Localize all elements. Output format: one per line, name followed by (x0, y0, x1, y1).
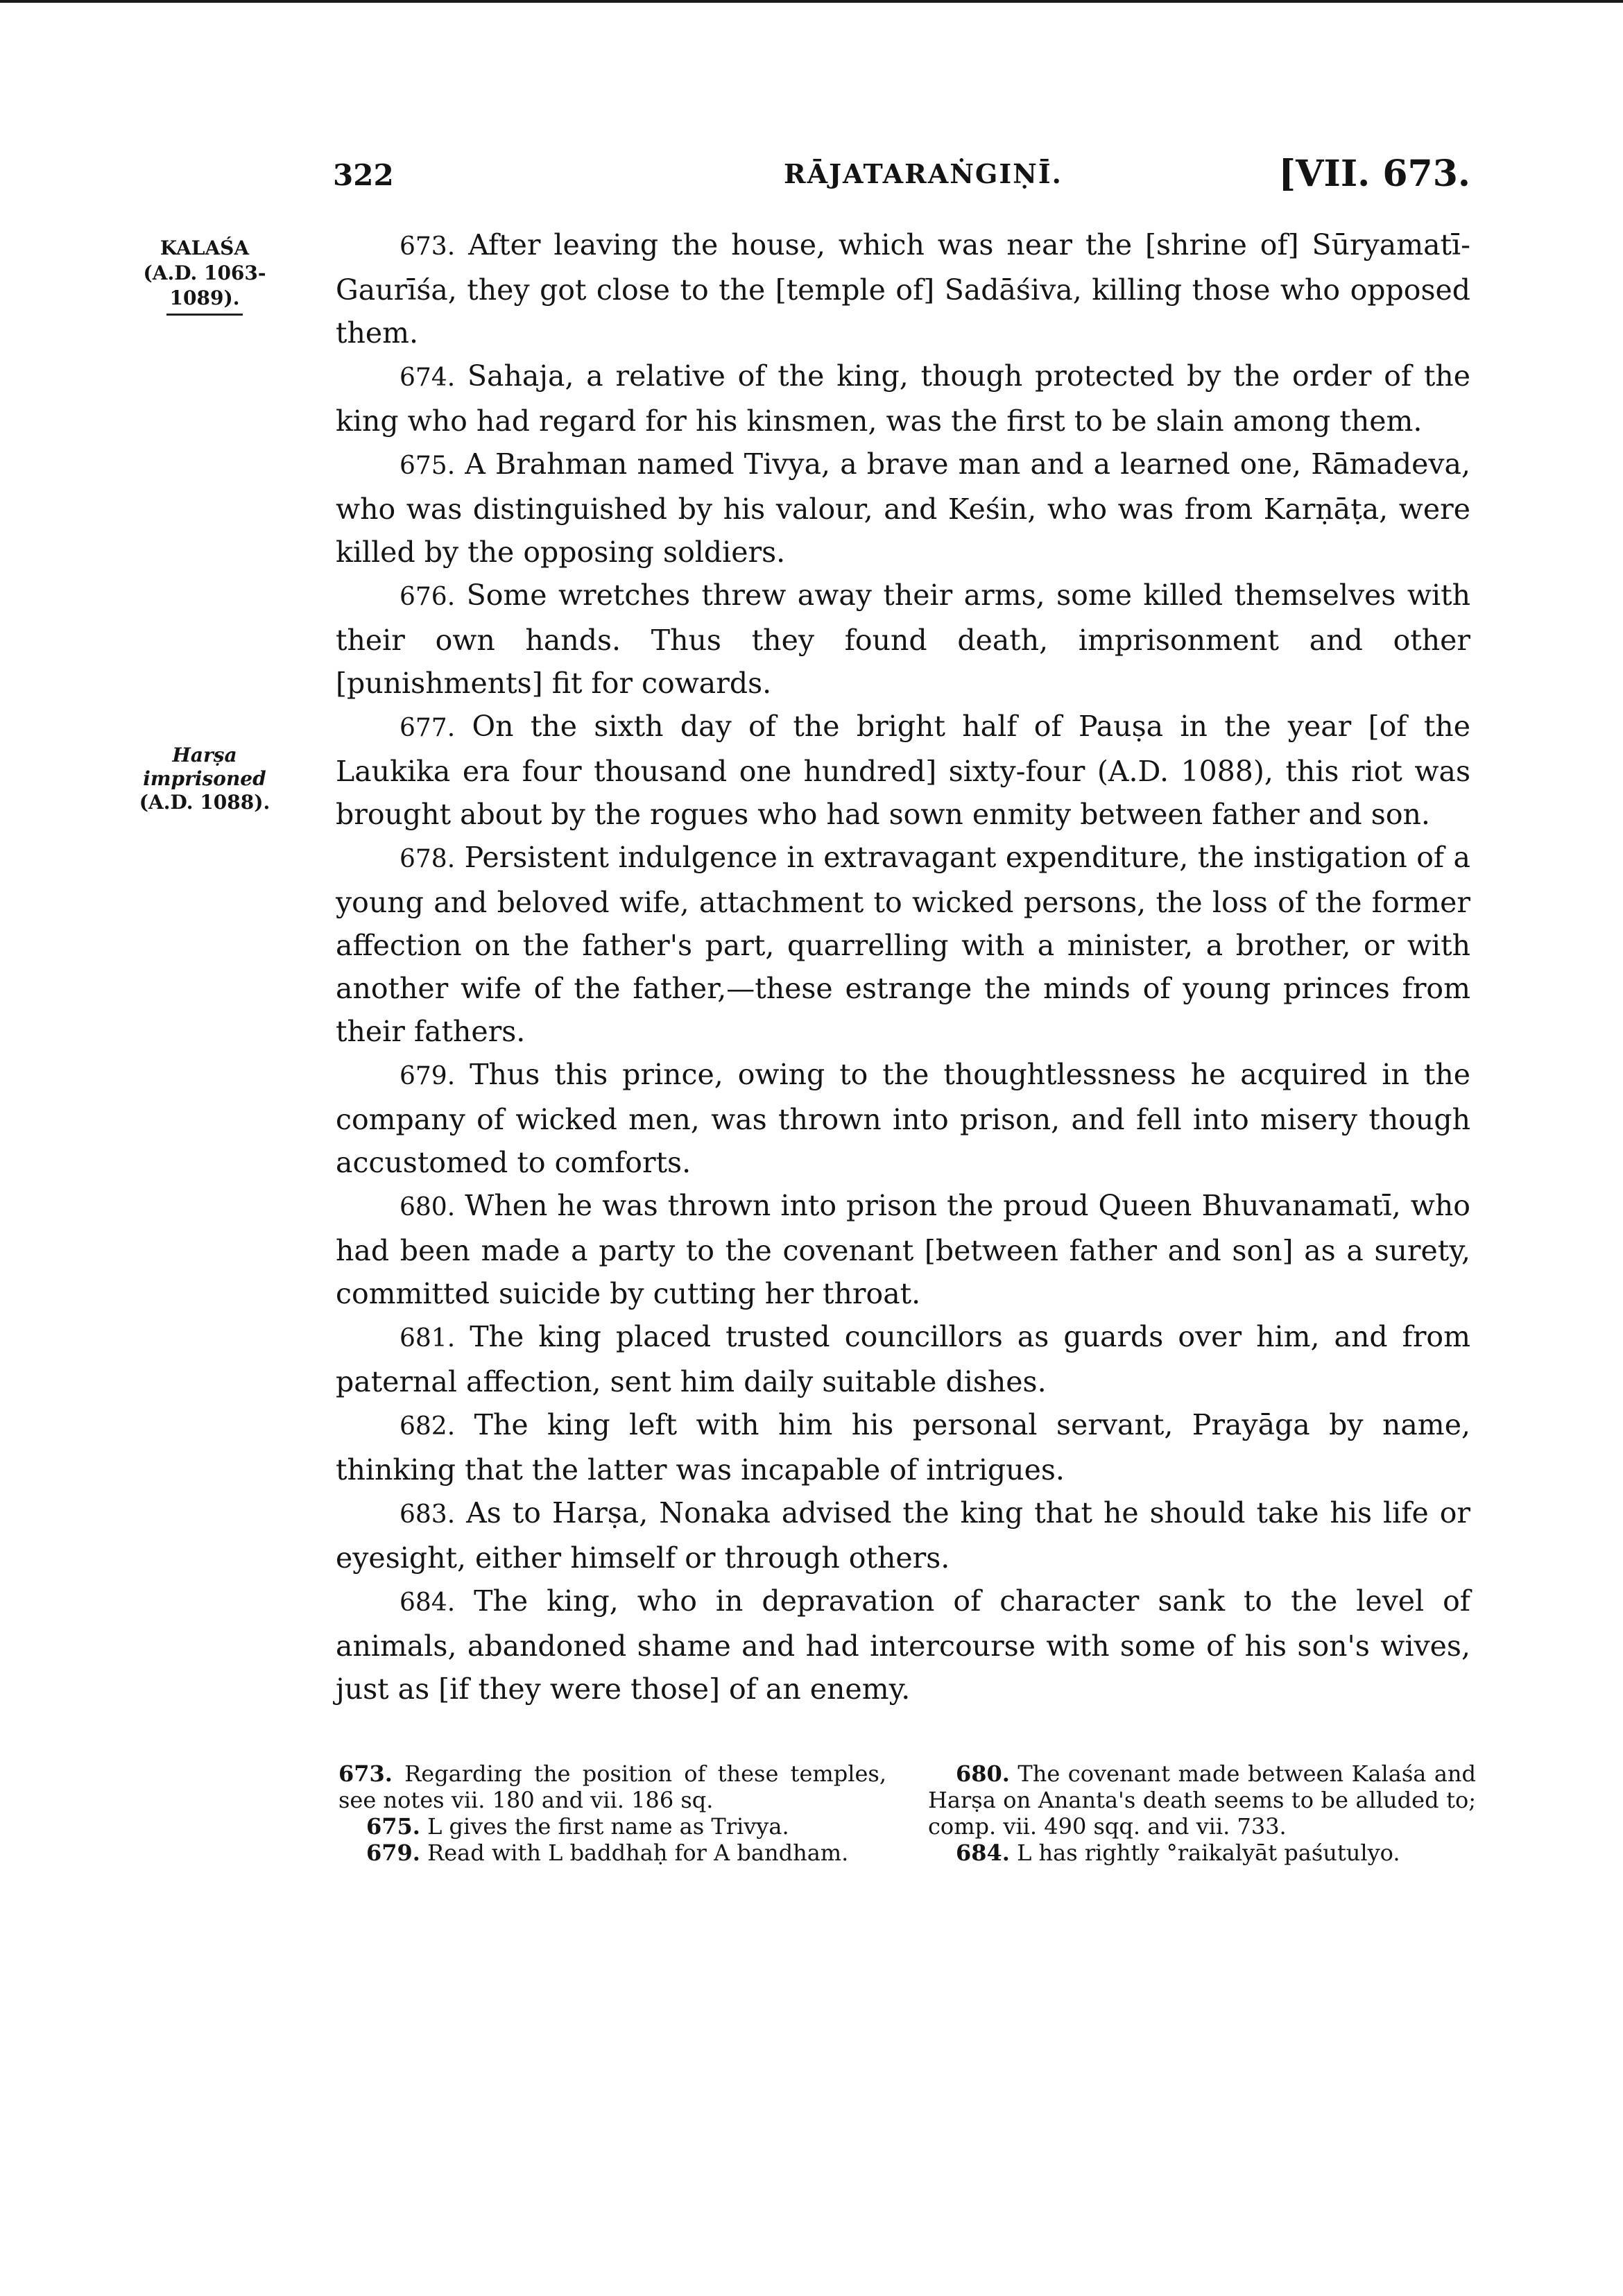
footnote-text: L has rightly °raikalyāt paśutulyo. (1017, 1840, 1400, 1866)
verse-681 (336, 1315, 1470, 1403)
main-text (336, 223, 1470, 1711)
footnote-675 (338, 1813, 886, 1840)
footnote-679 (338, 1840, 886, 1866)
footnote-number: 675. (366, 1813, 420, 1840)
footnotes-left-column (338, 1760, 886, 1866)
margin-note-dates: (A.D. 1088). (139, 791, 270, 814)
running-title: RĀJATARAṄGIṆĪ. (784, 158, 1063, 189)
verse-678 (336, 836, 1470, 1053)
verse-682 (336, 1403, 1470, 1491)
verse-text: Sahaja, a relative of the king, though protected by the order of the king who had regard for his kinsmen, was the first to be slain among them. (336, 359, 1470, 438)
verse-number: 673. (400, 232, 456, 261)
footnote-673 (338, 1760, 886, 1813)
verse-text: Persistent indulgence in extravagant expenditure, the instigation of a young and beloved wife, attachment to wicked persons, the loss of the former affection on the father's part, quarrelling with a minister, a brother, or with another wife of the father,—these estrange the minds of young princes from their fathers. (336, 841, 1470, 1048)
verse-text: The king left with him his personal servant, Prayāga by name, thinking that the latter was incapable of intrigues. (336, 1408, 1470, 1487)
running-header (333, 153, 1470, 207)
verse-text: On the sixth day of the bright half of Pauṣa in the year [of the Laukika era four thousand one hundred] sixty-four (A.D. 1088), this riot was brought about by the rogues who had sown enmity between father and son. (336, 710, 1470, 831)
verse-number: 683. (400, 1500, 456, 1529)
verse-text: A Brahman named Tivya, a brave man and a learned one, Rāmadeva, who was distinguished by his valour, and Keśin, who was from Karṇāṭa, were killed by the opposing soldiers. (336, 447, 1470, 569)
verse-number: 679. (400, 1062, 456, 1090)
margin-note-title: Harṣa imprisoned (143, 744, 266, 790)
footnote-text: Read with L baddhaḥ for A bandham. (427, 1840, 849, 1866)
footnote-number: 684. (956, 1840, 1010, 1866)
verse-text: When he was thrown into prison the proud Queen Bhuvanamatī, who had been made a party to the covenant [between father and son] as a surety, committed suicide by cutting her throat. (336, 1189, 1470, 1310)
verse-number: 675. (400, 452, 456, 480)
verse-text: The king, who in depravation of character sank to the level of animals, abandoned shame and had intercourse with some of his son's wives, just as [if they were those] of an enemy. (336, 1584, 1470, 1706)
verse-683 (336, 1491, 1470, 1579)
verse-text: Some wretches threw away their arms, some killed themselves with their own hands. Thus they found death, imprisonment and other [punishments] fit for cowards. (336, 579, 1470, 700)
verse-number: 682. (400, 1412, 456, 1441)
margin-note-title: KALAŚA (160, 237, 250, 259)
margin-note-kalasa (111, 236, 298, 316)
verse-675 (336, 443, 1470, 574)
footnote-text: L gives the first name as Trivya. (427, 1813, 789, 1840)
verse-number: 677. (400, 714, 456, 742)
verse-680 (336, 1184, 1470, 1315)
verse-number: 678. (400, 845, 456, 873)
page-number: 322 (333, 158, 394, 192)
footnote-text: The covenant made between Kalaśa and Harṣa on Ananta's death seems to be alluded to; comp. vii. 490 sqq. and vii. 733. (928, 1760, 1477, 1840)
footnote-number: 680. (956, 1760, 1010, 1787)
footnote-number: 673. (338, 1760, 393, 1787)
verse-number: 680. (400, 1193, 456, 1222)
verse-text: Thus this prince, owing to the thoughtlessness he acquired in the company of wicked men, was thrown into prison, and fell into misery though accustomed to comforts. (336, 1058, 1470, 1179)
verse-number: 676. (400, 583, 456, 611)
verse-673 (336, 223, 1470, 354)
margin-rule (166, 314, 243, 316)
verse-number: 681. (400, 1324, 456, 1353)
section-reference: [VII. 673. (1278, 153, 1470, 195)
verse-676 (336, 574, 1470, 705)
footnote-text: Regarding the position of these temples, see notes vii. 180 and vii. 186 sq. (338, 1760, 886, 1813)
verse-679 (336, 1053, 1470, 1184)
footnote-680 (928, 1760, 1476, 1840)
verse-674 (336, 354, 1470, 443)
footnote-684 (928, 1840, 1476, 1866)
verse-677 (336, 705, 1470, 836)
top-border (0, 0, 1623, 3)
verse-number: 674. (400, 363, 456, 392)
footnotes-right-column (928, 1760, 1476, 1866)
verse-684 (336, 1579, 1470, 1711)
verse-text: After leaving the house, which was near the [shrine of] Sūryamatī-Gaurīśa, they got close to the [temple of] Sadāśiva, killing those who opposed them. (336, 228, 1470, 350)
margin-note-dates: (A.D. 1063-1089). (143, 262, 266, 309)
verse-text: As to Harṣa, Nonaka advised the king that he should take his life or eyesight, either himself or through others. (336, 1496, 1470, 1575)
footnote-number: 679. (366, 1840, 420, 1866)
verse-number: 684. (400, 1588, 456, 1617)
verse-text: The king placed trusted councillors as guards over him, and from paternal affection, sent him daily suitable dishes. (336, 1320, 1470, 1398)
margin-note-harsa (111, 744, 298, 814)
